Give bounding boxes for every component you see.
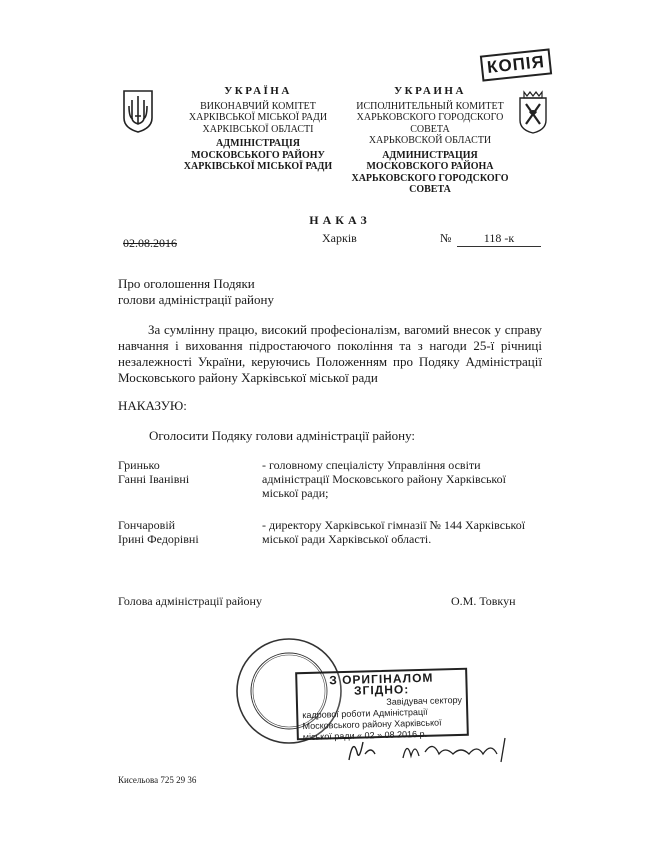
executive-committee-ua: ВИКОНАВЧИЙ КОМІТЕТ: [200, 100, 316, 112]
header-left-ukrainian: [158, 86, 358, 173]
person-desc-1-line1: - головному спеціалісту Управління освіти: [262, 458, 481, 472]
order-title: НАКАЗ: [309, 213, 371, 227]
administration-ua: [158, 138, 358, 173]
region-ru: ХАРЬКОВСКОЙ ОБЛАСТИ: [368, 135, 492, 146]
order-city: Харків: [322, 231, 357, 245]
header-right-russian: [336, 86, 524, 196]
person-desc-2-line2: міської ради Харківської області.: [262, 532, 432, 546]
person-firstname-2: Ірині Федорівні: [118, 532, 199, 546]
city-council-ua: ХАРКІВСЬКОЇ МІСЬКОЇ РАДИ: [188, 112, 328, 123]
order-number: 118 -к: [457, 231, 541, 247]
verification-title: З ОРИГІНАЛОМ ЗГІДНО:: [329, 670, 434, 698]
person-description-2: [262, 518, 552, 546]
administration-line2-ru: МОСКОВСКОГО РАЙОНА: [366, 161, 494, 172]
person-name-2: [118, 518, 199, 546]
executive-committee-ru: ИСПОЛНИТЕЛЬНЫЙ КОМИТЕТ: [356, 100, 504, 112]
person-desc-1-line2: адміністрації Московського району Харківської: [262, 472, 506, 486]
signatory-name: О.М. Товкун: [451, 594, 516, 608]
order-directive: НАКАЗУЮ:: [118, 398, 187, 413]
administration-line3-ru: ХАРЬКОВСКОГО ГОРОДСКОГО СОВЕТА: [351, 172, 509, 195]
verification-line4: міської ради « 02 » 08 2016 р.: [302, 728, 428, 743]
verification-line2: кадрової роботи Адміністрації: [302, 706, 428, 721]
administration-line1-ua: АДМІНІСТРАЦІЯ: [216, 138, 300, 149]
person-firstname-1: Ганні Іванівні: [118, 472, 190, 486]
trident-emblem-icon: [121, 88, 155, 134]
order-number-label: №: [440, 231, 452, 245]
copy-stamp: КОПІЯ: [480, 48, 552, 81]
person-desc-1-line3: міської ради;: [262, 486, 329, 500]
handwritten-signature: [343, 732, 533, 764]
administration-line2-ua: МОСКОВСЬКОГО РАЙОНУ: [191, 149, 325, 161]
footer-contact: Кисельова 725 29 36: [118, 775, 197, 785]
administration-line3-ua: ХАРКІВСЬКОЇ МІСЬКОЇ РАДИ: [183, 161, 333, 172]
person-surname-2: Гончаровій: [118, 518, 176, 532]
order-body-paragraph: За сумлінну працю, високий професіоналізм, вагомий внесок у справу навчання і виховання підростаючого покоління та з нагоди 25-ї річниці незалежності України, керуючись Положенням про Подяку Адміністрації Московського району Харківської міської ради: [118, 322, 542, 385]
verification-line3: Московського району Харківської: [302, 717, 442, 732]
person-surname-1: Гринько: [118, 458, 160, 472]
city-council-ru: ХАРЬКОВСКОГО ГОРОДСКОГО СОВЕТА: [356, 112, 504, 135]
announce-line: Оголосити Подяку голови адміністрації району:: [149, 428, 416, 443]
administration-ru: [336, 150, 524, 196]
order-date: 02.08.2016: [123, 236, 177, 250]
administration-line1-ru: АДМИНИСТРАЦИЯ: [382, 149, 478, 161]
order-subject: [118, 276, 274, 308]
region-ua: ХАРКІВСЬКОЇ ОБЛАСТІ: [202, 123, 314, 135]
person-name-1: [118, 458, 189, 486]
person-desc-2-line1: - директору Харківської гімназії № 144 Харківської: [262, 518, 526, 532]
subject-line1: Про оголошення Подяки: [118, 276, 255, 291]
country-name-ua: УКРАЇНА: [224, 85, 292, 97]
country-name-ru: УКРАИНА: [394, 85, 466, 97]
person-description-1: [262, 458, 552, 500]
signatory-title: Голова адміністрації району: [118, 594, 262, 608]
verification-stamp: [295, 668, 469, 743]
subject-line2: голови адміністрації району: [118, 292, 274, 307]
verification-line1: Завідувач сектору: [386, 694, 463, 707]
